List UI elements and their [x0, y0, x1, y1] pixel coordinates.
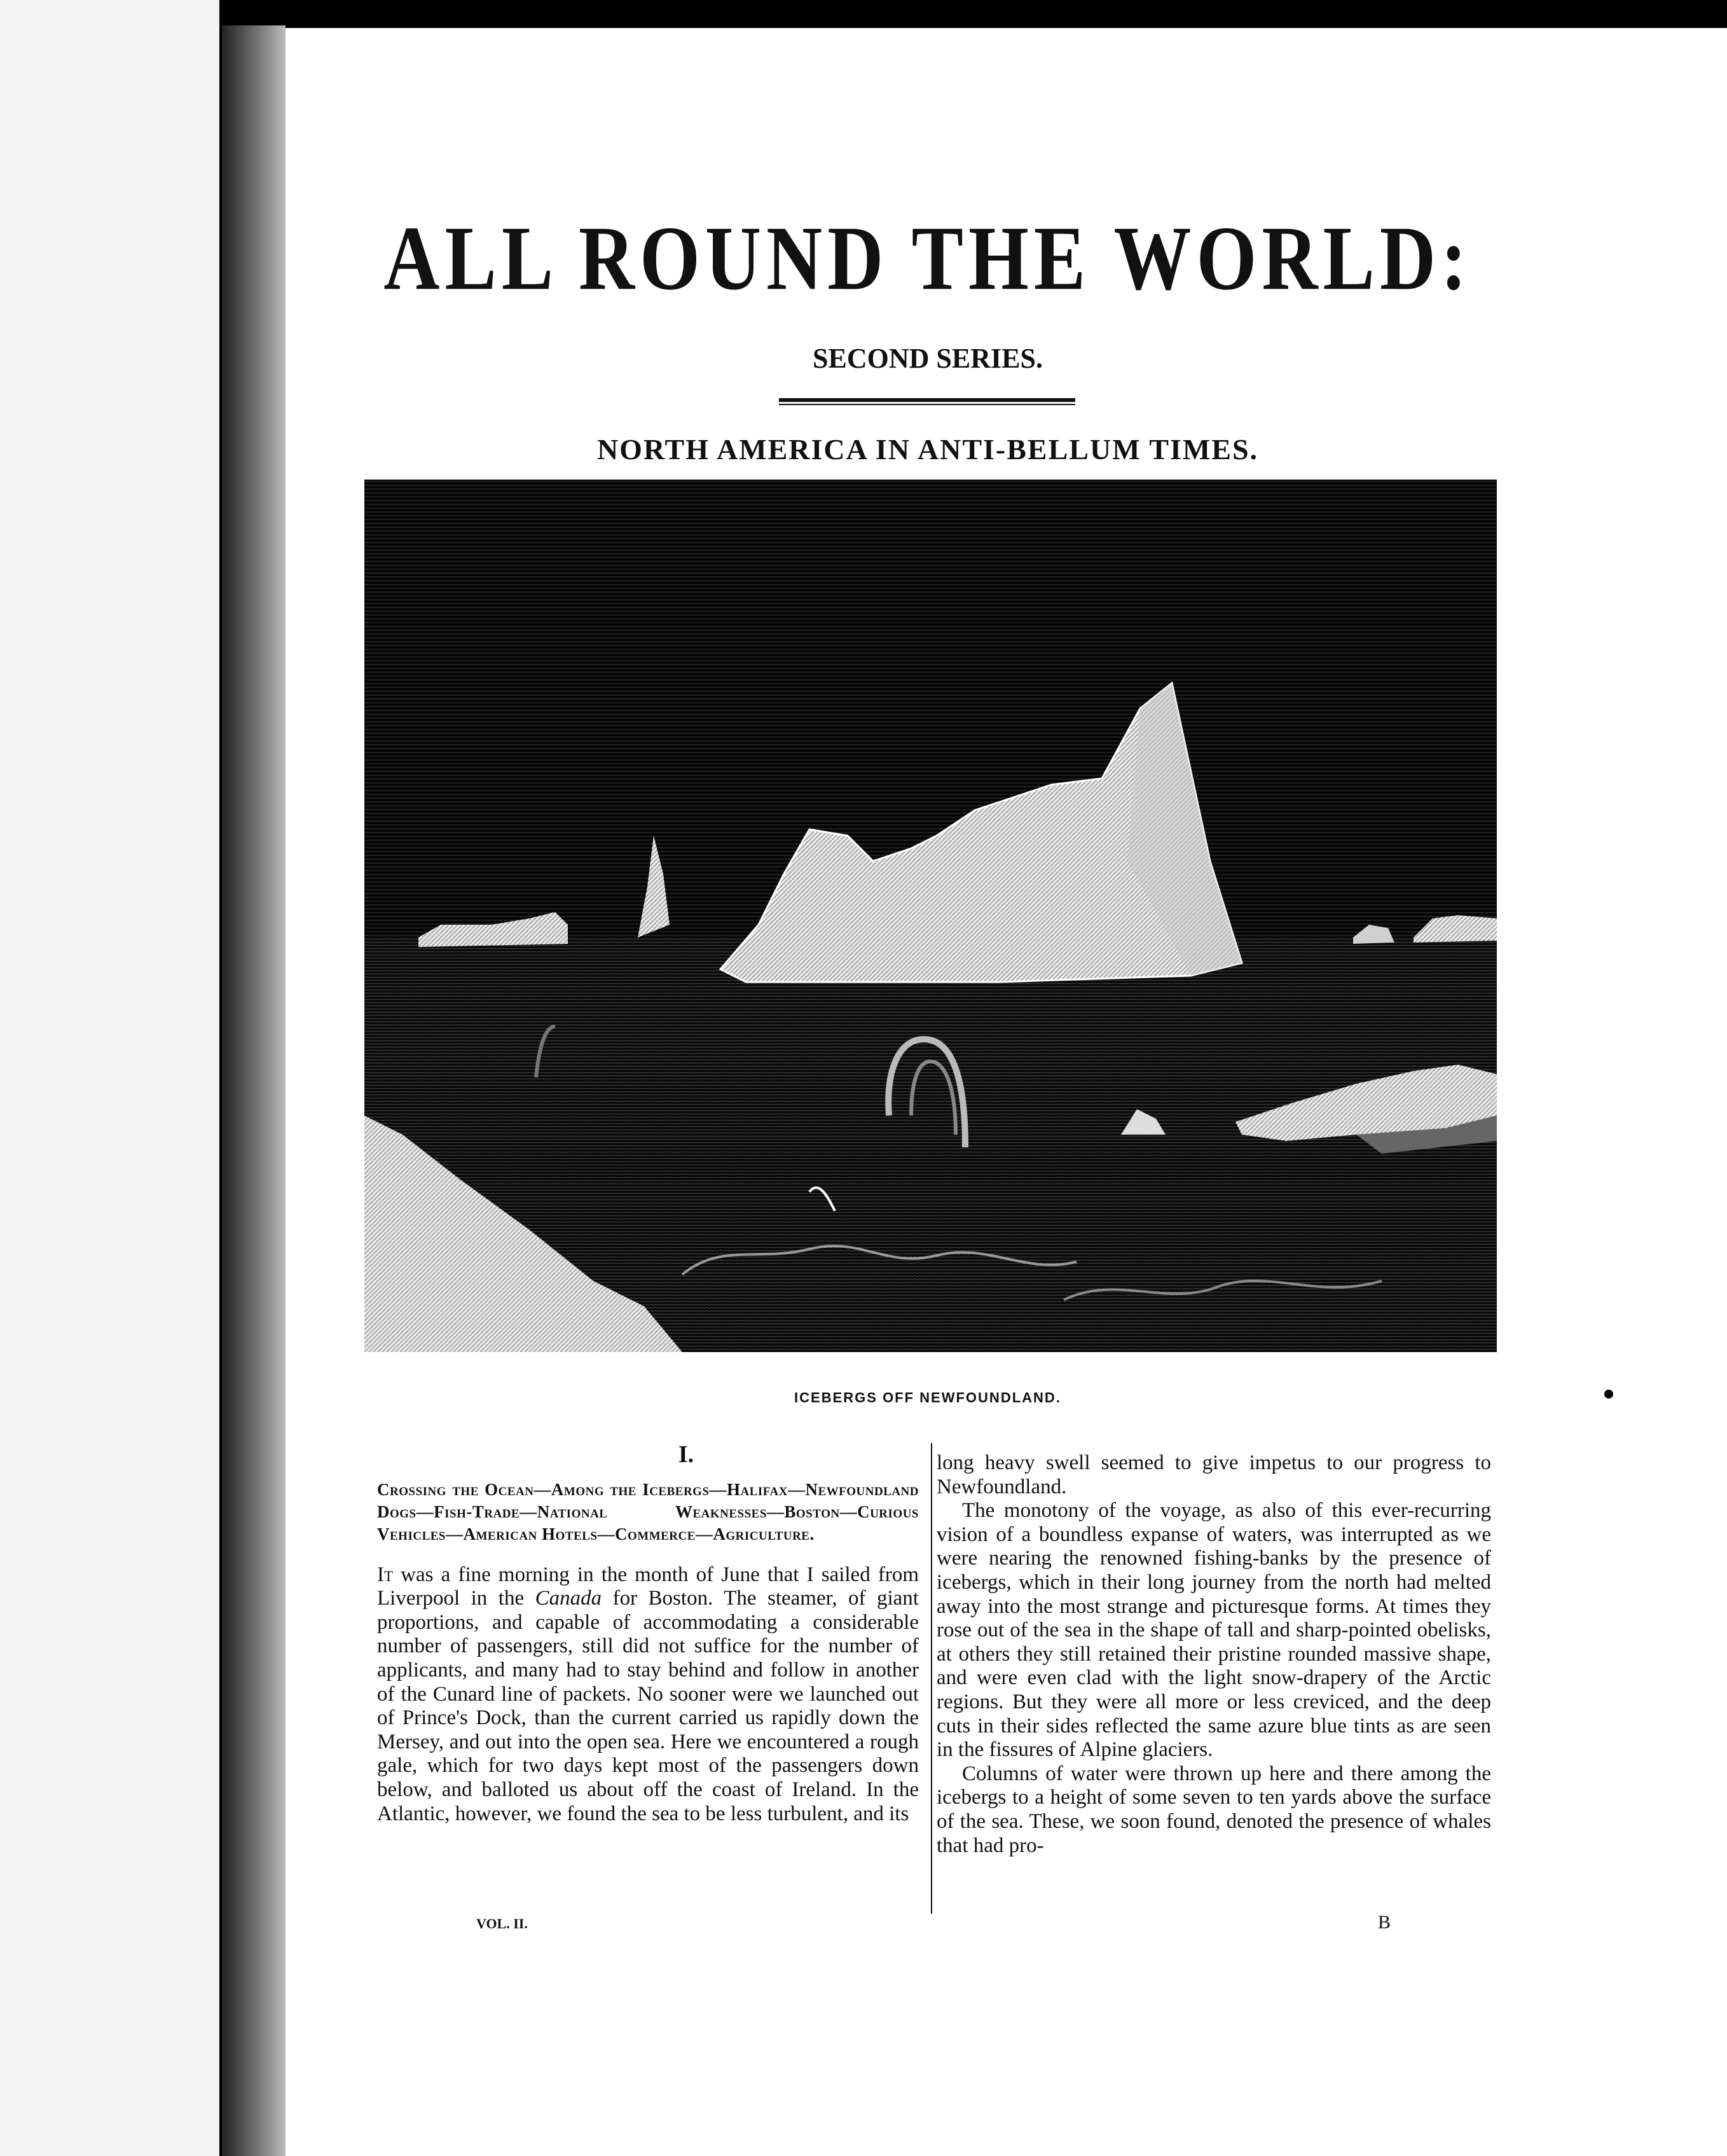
paragraph-1-text-b: for Boston. The steamer, of giant proportions, and capable of accommodating a considerable number of passengers, still did not suffice for the number of applicants, and many had to stay behind and follow in another of the Cunard line of packets. No sooner were we launched out of Prince's Dock, than the current carried us rapidly down the Mersey, and out into the open sea. Here we encountered a rough gale, which for two days kept most of the passengers down below, and balloted us about off the coast of Ireland. In the Atlantic, however, we found the sea to be less turbulent, and its: [377, 1587, 919, 1825]
paragraph-3: Columns of water were thrown up here and there among the icebergs to a height of some seven to ten yards above the surface of the sea. These, we soon found, denoted the presence of whales that had pro-: [937, 1762, 1491, 1857]
book-page: [286, 28, 1727, 2156]
scan-speck: [1604, 1390, 1613, 1399]
paragraph-1-text-a: was a fine morning in the month of June that I sailed from Liverpool in the: [377, 1563, 919, 1610]
book-gutter: [222, 25, 286, 2156]
iceberg-illustration: [364, 480, 1497, 1352]
left-column: [377, 1443, 919, 1826]
paragraph-continued: long heavy swell seemed to give impetus to our progress to Newfoundland.: [937, 1451, 1491, 1498]
series-heading: SECOND SERIES.: [813, 343, 1043, 374]
ship-name: Canada: [535, 1587, 602, 1610]
paragraph-2: The monotony of the voyage, as also of this ever-recurring vision of a boundless expanse of waters, was interrupted as we were nearing the renowned fishing-banks by the presence of icebergs, which in their long journey from the north had melted away into the most strange and picturesque forms. At times they rose out of the sea in the shape of tall and sharp-pointed obelisks, at others they still retained their pristine rounded massive shape, and were even clad with the light snow-drapery of the Arctic regions. But they were all more or less creviced, and the deep cuts in their sides reflected the same azure blue tints as are seen in the fissures of Alpine glaciers.: [937, 1499, 1491, 1762]
book-title: ALL ROUND THE WORLD:: [383, 207, 1472, 310]
volume-mark: VOL. II.: [476, 1916, 528, 1931]
section-subtitle: NORTH AMERICA IN ANTI-BELLUM TIMES.: [596, 433, 1259, 466]
figure-caption: ICEBERGS OFF NEWFOUNDLAND.: [794, 1390, 1061, 1406]
lead-word: It: [377, 1563, 394, 1586]
title-rule: [779, 398, 1075, 405]
iceberg-engraving: [364, 480, 1497, 1352]
facing-page-edge: [0, 0, 222, 2156]
paragraph-1: [377, 1563, 919, 1827]
chapter-number: I.: [678, 1441, 694, 1468]
signature-mark: B: [1378, 1912, 1391, 1933]
right-column: [937, 1451, 1491, 1858]
chapter-contents: Crossing the Ocean—Among the Icebergs—Halifax—Newfoundland Dogs—Fish-Trade—National Weaknesses—Boston—Curious Vehicles—American Hotels—Commerce—Agriculture.: [377, 1479, 919, 1544]
column-divider: [931, 1443, 932, 1914]
